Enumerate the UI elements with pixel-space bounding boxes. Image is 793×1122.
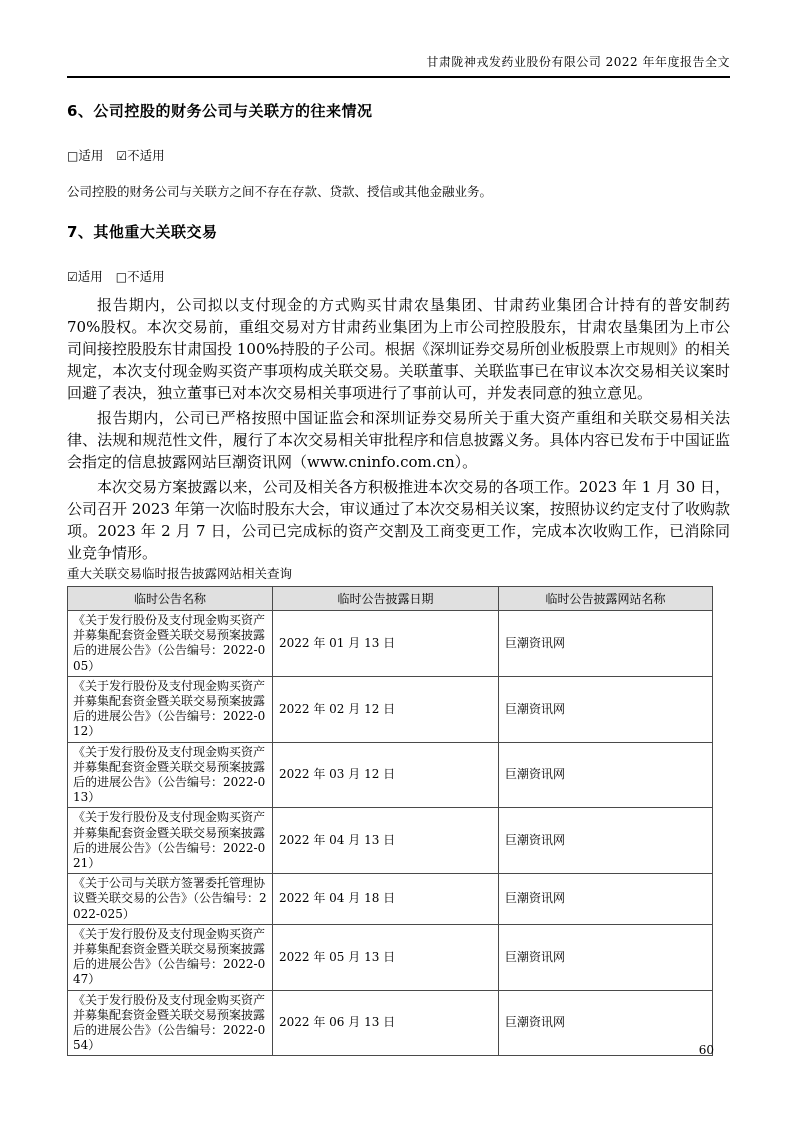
announcements-table xyxy=(67,586,713,1056)
announcement-name: 《关于发行股份及支付现金购买资产并募集配套资金暨关联交易预案披露后的进展公告》（公告编号：2022-054） xyxy=(68,990,273,1056)
header-divider xyxy=(67,76,730,78)
section-7-applicable-line xyxy=(67,269,730,285)
disclosure-site: 巨潮资讯网 xyxy=(499,990,713,1056)
table-row xyxy=(68,808,713,874)
disclosure-site: 巨潮资讯网 xyxy=(499,676,713,742)
paragraph: 报告期内，公司拟以支付现金的方式购买甘肃农垦集团、甘肃药业集团合计持有的普安制药 70%股权。本次交易前，重组交易对方甘肃药业集团为上市公司控股股东，甘肃农垦集团为上市公司间接控股股东甘肃国投 100%持股的子公司。根据《深圳证券交易所创业板股票上市规则》的相关规定，本次支付现金购买资产事项构成关联交易。关联董事、关联监事已在审议本次交易相关议案时回避了表决，独立董事已对本次交易相关事项进行了事前认可，并发表同意的独立意见。 xyxy=(67,296,730,402)
applicable-option xyxy=(67,269,103,284)
col-header-announcement-name: 临时公告名称 xyxy=(68,587,273,611)
not-applicable-option xyxy=(116,148,164,163)
disclosure-site: 巨潮资讯网 xyxy=(499,808,713,874)
announcement-name: 《关于发行股份及支付现金购买资产并募集配套资金暨关联交易预案披露后的进展公告》（公告编号：2022-013） xyxy=(68,742,273,808)
not-applicable-option-label: 不适用 xyxy=(127,148,165,163)
disclosure-date: 2022 年 02 月 12 日 xyxy=(273,676,499,742)
page-number: 60 xyxy=(698,1043,714,1057)
disclosure-date: 2022 年 06 月 13 日 xyxy=(273,990,499,1056)
table-row xyxy=(68,676,713,742)
disclosure-site: 巨潮资讯网 xyxy=(499,611,713,677)
announcement-name: 《关于公司与关联方签署委托管理协议暨关联交易的公告》（公告编号：2022-025） xyxy=(68,874,273,925)
disclosure-date: 2022 年 05 月 13 日 xyxy=(273,924,499,990)
col-header-disclosure-date: 临时公告披露日期 xyxy=(273,587,499,611)
table-row xyxy=(68,611,713,677)
announcement-name: 《关于发行股份及支付现金购买资产并募集配套资金暨关联交易预案披露后的进展公告》（公告编号：2022-021） xyxy=(68,808,273,874)
checkbox-checked-icon: ☑ xyxy=(116,149,128,163)
disclosure-date: 2022 年 04 月 18 日 xyxy=(273,874,499,925)
not-applicable-option-label: 不适用 xyxy=(127,269,165,284)
checkbox-unchecked-icon: □ xyxy=(67,149,79,163)
applicable-option-label: 适用 xyxy=(77,269,103,284)
checkbox-unchecked-icon: □ xyxy=(115,270,128,284)
table-row xyxy=(68,874,713,925)
announcement-name: 《关于发行股份及支付现金购买资产并募集配套资金暨关联交易预案披露后的进展公告》（公告编号：2022-005） xyxy=(68,611,273,677)
section-6-note: 公司控股的财务公司与关联方之间不存在存款、贷款、授信或其他金融业务。 xyxy=(67,184,493,199)
disclosure-site: 巨潮资讯网 xyxy=(499,874,713,925)
disclosure-date: 2022 年 01 月 13 日 xyxy=(273,611,499,677)
section-6-heading: 6、公司控股的财务公司与关联方的往来情况 xyxy=(67,102,373,120)
applicable-option-label: 适用 xyxy=(78,148,104,163)
table-row xyxy=(68,742,713,808)
checkbox-checked-icon: ☑ xyxy=(67,270,78,284)
disclosure-site: 巨潮资讯网 xyxy=(499,924,713,990)
document-header-title: 甘肃陇神戎发药业股份有限公司 2022 年年度报告全文 xyxy=(426,55,730,69)
disclosure-date: 2022 年 04 月 13 日 xyxy=(273,808,499,874)
not-applicable-option xyxy=(116,269,165,284)
section-6-applicable-line xyxy=(67,148,730,164)
announcement-name: 《关于发行股份及支付现金购买资产并募集配套资金暨关联交易预案披露后的进展公告》（公告编号：2022-047） xyxy=(68,924,273,990)
disclosure-date: 2022 年 03 月 12 日 xyxy=(273,742,499,808)
paragraph: 本次交易方案披露以来，公司及相关各方积极推进本次交易的各项工作。2023 年 1 月 30 日，公司召开 2023 年第一次临时股东大会，审议通过了本次交易相关议案，按照协议约定支付了收购款项。2023 年 2 月 7 日，公司已完成标的资产交割及工商变更工作，完成本次收购工作，已消除同业竞争情形。 xyxy=(67,478,730,562)
announcements-table-caption: 重大关联交易临时报告披露网站相关查询 xyxy=(67,566,293,581)
disclosure-site: 巨潮资讯网 xyxy=(499,742,713,808)
table-row xyxy=(68,990,713,1056)
section-7-heading: 7、其他重大关联交易 xyxy=(67,223,218,241)
table-header-row xyxy=(68,587,713,611)
paragraph: 报告期内，公司已严格按照中国证监会和深圳证券交易所关于重大资产重组和关联交易相关法律、法规和规范性文件，履行了本次交易相关审批程序和信息披露义务。具体内容已发布于中国证监会指定的信息披露网站巨潮资讯网（www.cninfo.com.cn）。 xyxy=(67,409,730,471)
table-row xyxy=(68,924,713,990)
applicable-option xyxy=(67,148,103,163)
col-header-disclosure-site: 临时公告披露网站名称 xyxy=(499,587,713,611)
announcement-name: 《关于发行股份及支付现金购买资产并募集配套资金暨关联交易预案披露后的进展公告》（公告编号：2022-012） xyxy=(68,676,273,742)
